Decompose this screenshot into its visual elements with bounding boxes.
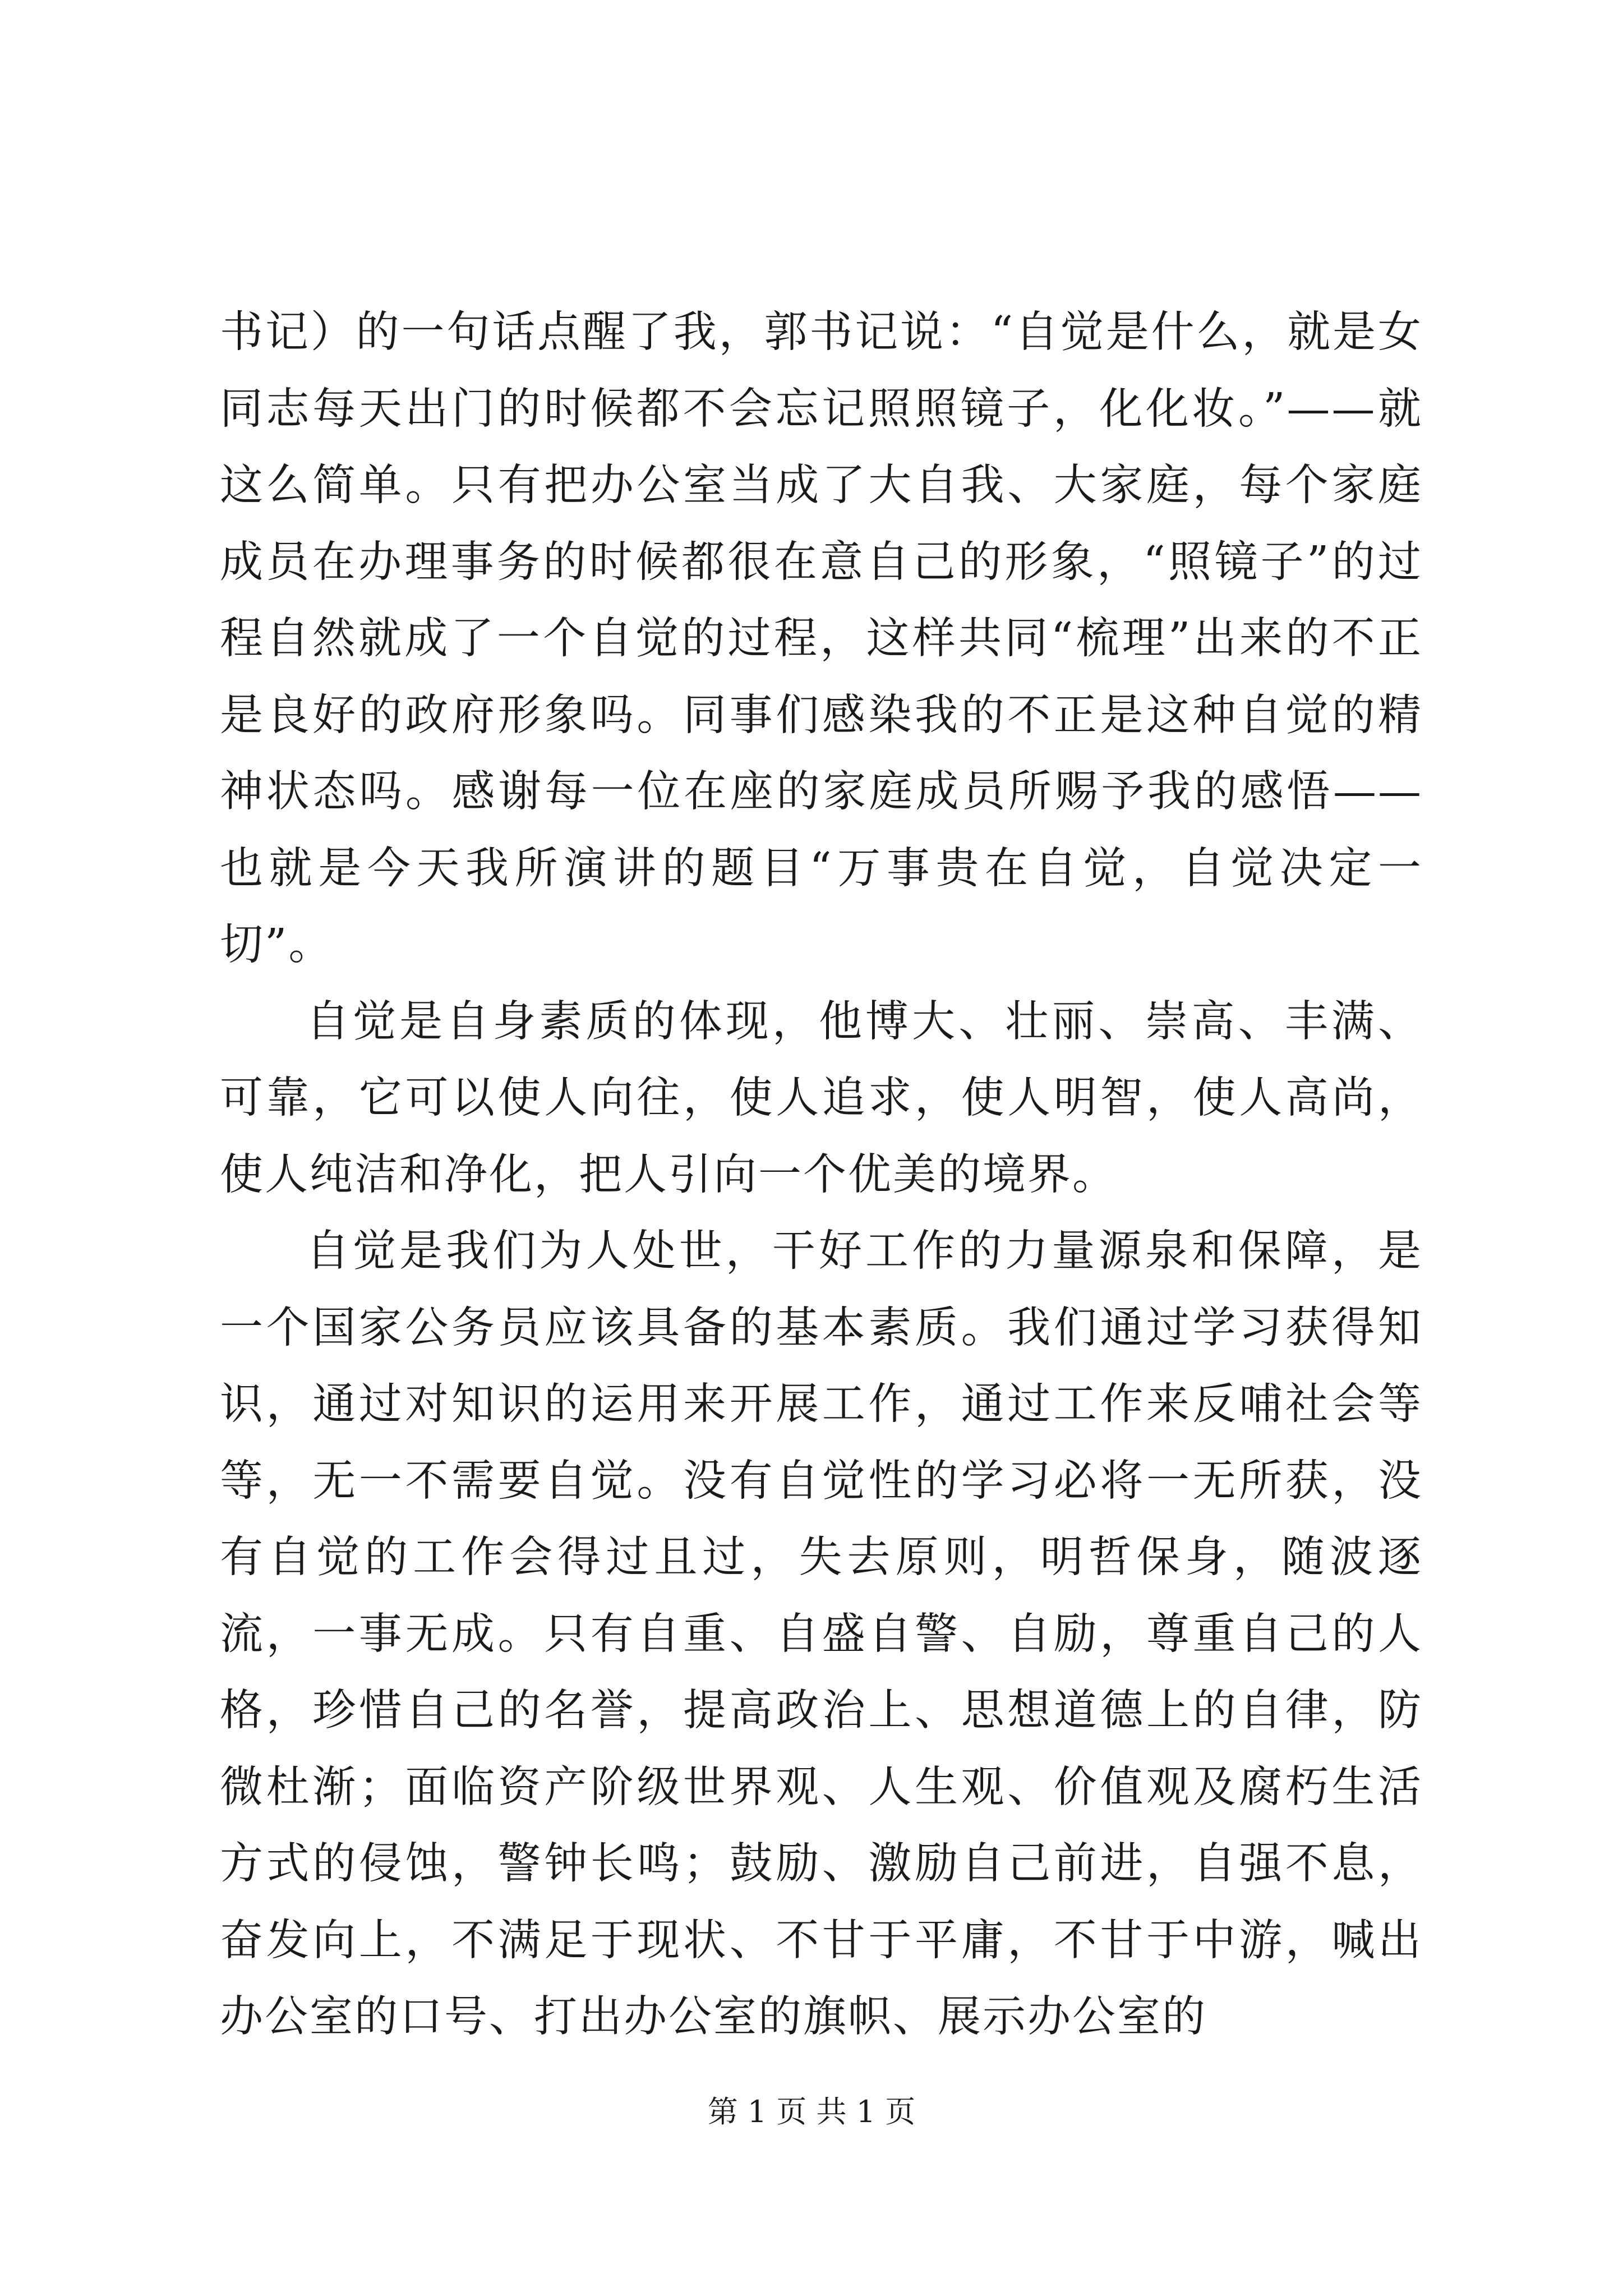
page-footer: 第 1 页 共 1 页 — [707, 2094, 916, 2129]
paragraph-self-awareness-work: 自觉是我们为人处世，干好工作的力量源泉和保障，是一个国家公务员应该具备的基本素质。我们通过学习获得知识，通过对知识的运用来开展工作，通过工作来反哺社会等等，无一不需要自觉。没有自觉性的学习必将一无所获，没有自觉的工作会得过且过，失去原则，明哲保身，随波逐流，一事无成。只有自重、自盛自警、自励，尊重自己的人格，珍惜自己的名誉，提高政治上、思想道德上的自律，防微杜渐；面临资产阶级世界观、人生观、价值观及腐朽生活方式的侵蚀，警钟长鸣；鼓励、激励自己前进，自强不息，奋发向上，不满足于现状、不甘于平庸，不甘于中游，喊出办公室的口号、打出办公室的旗帜、展示办公室的 — [220, 1226, 1423, 2042]
paragraph-self-awareness-quality: 自觉是自身素质的体现，他博大、壮丽、崇高、丰满、可靠，它可以使人向往，使人追求，使人明智，使人高尚，使人纯洁和净化，把人引向一个优美的境界。 — [220, 996, 1423, 1200]
document-body — [220, 295, 1423, 2056]
paragraph-continuation: 书记）的一句话点醒了我，郭书记说：“自觉是什么，就是女同志每天出门的时候都不会忘记照照镜子，化化妆。”——就这么简单。只有把办公室当成了大自我、大家庭，每个家庭成员在办理事务的时候都很在意自己的形象，“照镜子”的过程自然就成了一个自觉的过程，这样共同“梳理”出来的不正是良好的政府形象吗。同事们感染我的不正是这种自觉的精神状态吗。感谢每一位在座的家庭成员所赐予我的感悟——也就是今天我所演讲的题目“万事贵在自觉，自觉决定一切”。 — [220, 307, 1423, 970]
